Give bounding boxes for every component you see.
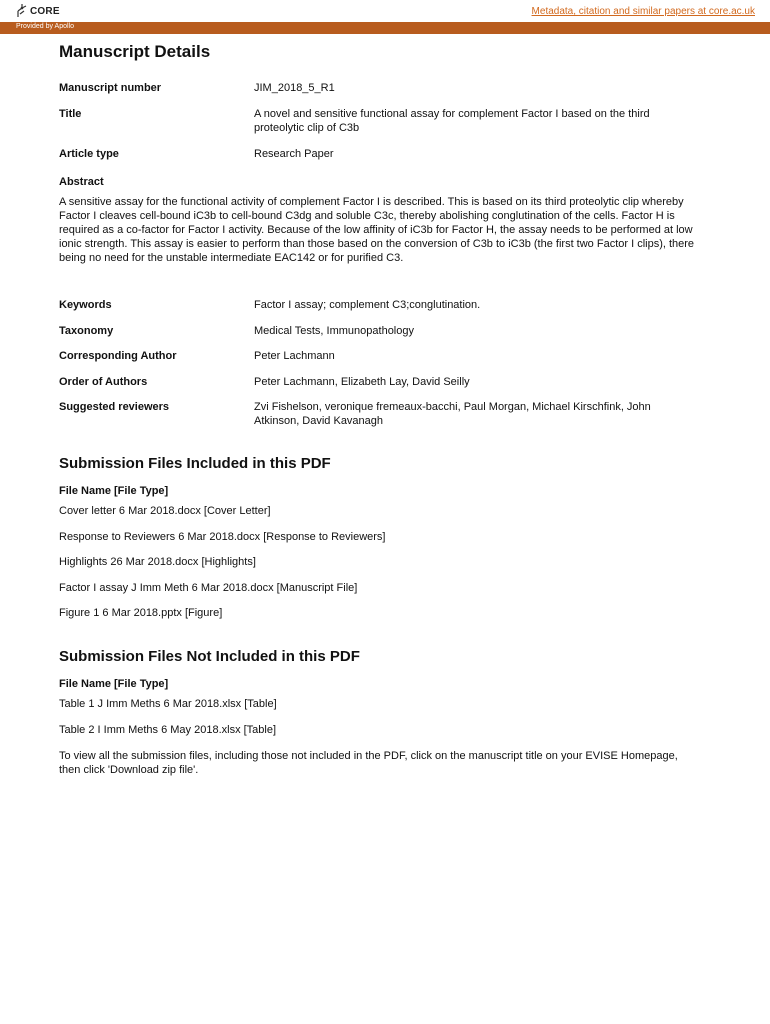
included-file-item: Highlights 26 Mar 2018.docx [Highlights]	[59, 556, 256, 568]
download-note: To view all the submission files, including those not included in the PDF, click on the manuscript title on your EVISE Homepage, then click 'Download zip file'.	[59, 750, 678, 776]
abstract-label: Abstract	[59, 176, 104, 188]
detail-label: Title	[59, 108, 82, 120]
detail-value: Research Paper	[254, 148, 334, 160]
meta-value: Medical Tests, Immunopathology	[254, 325, 414, 337]
meta-label: Suggested reviewers	[59, 401, 170, 413]
core-logo-text: CORE	[30, 5, 60, 17]
detail-value: JIM_2018_5_R1	[254, 82, 335, 94]
provided-by-text: Provided by Apollo	[16, 23, 74, 30]
detail-label: Article type	[59, 148, 119, 160]
not-included-file-item: Table 1 J Imm Meths 6 Mar 2018.xlsx [Table]	[59, 698, 277, 710]
included-files-title: Submission Files Included in this PDF	[59, 455, 331, 472]
core-header	[0, 0, 770, 22]
core-logo-icon	[16, 3, 28, 19]
meta-label: Order of Authors	[59, 376, 148, 388]
included-file-item: Factor I assay J Imm Meth 6 Mar 2018.docx [Manuscript File]	[59, 582, 358, 594]
meta-label: Taxonomy	[59, 325, 114, 337]
abstract-text: A sensitive assay for the functional activity of complement Factor I is described. This is based on its third proteolytic clip whereby Factor I cleaves cell-bound iC3b to cell-bound C3dg and soluble C3c, thereby abolishing conglutination of the cells. Factor H is required as a co-factor for Factor I activity. Because of the low affinity of iC3b for Factor H, the assay needs to be performed at low ionic strength. This assay is easier to perform than those based on the conversion of C3b to iC3b (the first two Factor I clips), there being no need for the unstable intermediate EAC142 or for purified C3.	[59, 196, 695, 264]
detail-value: A novel and sensitive functional assay for complement Factor I based on the third proteolytic clip of C3b	[254, 108, 650, 134]
page-title: Manuscript Details	[59, 42, 211, 61]
included-file-item: Figure 1 6 Mar 2018.pptx [Figure]	[59, 607, 223, 619]
not-included-files-title: Submission Files Not Included in this PDF	[59, 648, 360, 665]
meta-label: Corresponding Author	[59, 350, 177, 362]
meta-value: Factor I assay; complement C3;conglutination.	[254, 299, 481, 311]
included-file-item: Cover letter 6 Mar 2018.docx [Cover Letter]	[59, 505, 271, 517]
not-included-file-header: File Name [File Type]	[59, 678, 169, 690]
meta-value: Peter Lachmann	[254, 350, 335, 362]
included-file-item: Response to Reviewers 6 Mar 2018.docx [Response to Reviewers]	[59, 531, 386, 543]
meta-value: Peter Lachmann, Elizabeth Lay, David Seilly	[254, 376, 470, 388]
core-logo[interactable]	[16, 2, 60, 20]
included-file-header: File Name [File Type]	[59, 485, 169, 497]
meta-label: Keywords	[59, 299, 112, 311]
meta-value: Zvi Fishelson, veronique fremeaux-bacchi, Paul Morgan, Michael Kirschfink, John Atkinson, David Kavanagh	[254, 401, 651, 427]
core-metadata-link[interactable]: Metadata, citation and similar papers at core.ac.uk	[531, 6, 755, 17]
provided-by-bar	[0, 22, 770, 34]
detail-label: Manuscript number	[59, 82, 162, 94]
not-included-file-item: Table 2 I Imm Meths 6 May 2018.xlsx [Table]	[59, 724, 277, 736]
